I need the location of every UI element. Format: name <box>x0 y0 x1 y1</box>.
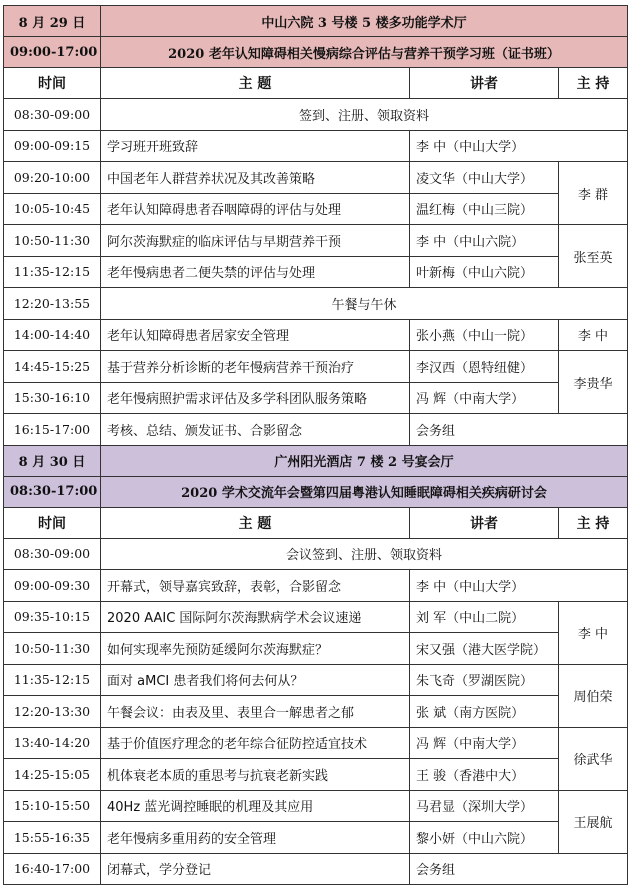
session-topic: 老年认知障碍患者吞咽障碍的评估与处理 <box>101 193 410 225</box>
session-host: 李 中 <box>559 319 628 351</box>
header-speaker: 讲者 <box>410 68 559 99</box>
table-row <box>4 822 628 854</box>
session-speaker: 李 中（中山大学） <box>410 570 628 602</box>
session-time: 09:00-09:15 <box>4 130 101 162</box>
session-topic: 机体衰老本质的重思考与抗衰老新实践 <box>101 759 410 791</box>
day1-header-row <box>4 68 628 99</box>
session-speaker: 会务组 <box>410 414 628 446</box>
table-row <box>4 790 628 822</box>
session-note: 会议签到、注册、领取资料 <box>101 538 628 570</box>
session-speaker: 宋又强（港大医学院） <box>410 633 559 665</box>
session-speaker: 会务组 <box>410 853 628 885</box>
table-row <box>4 256 628 288</box>
day2-header-row <box>4 507 628 538</box>
session-topic: 考核、总结、颁发证书、合影留念 <box>101 414 410 446</box>
session-topic: 面对 aMCI 患者我们将何去何从？ <box>101 664 410 696</box>
session-time: 10:50-11:30 <box>4 225 101 257</box>
table-row <box>4 727 628 759</box>
day1-title: 2020 老年认知障碍相关慢病综合评估与营养干预学习班（证书班） <box>101 37 628 68</box>
session-speaker: 朱飞奇（罗湖医院） <box>410 664 559 696</box>
table-row <box>4 382 628 414</box>
table-row <box>4 601 628 633</box>
day2-date: 8 月 30 日 <box>4 445 101 476</box>
day2-date-row <box>4 445 628 476</box>
session-topic: 老年慢病照护需求评估及多学科团队服务策略 <box>101 382 410 414</box>
session-time: 14:25-15:05 <box>4 759 101 791</box>
session-time: 14:45-15:25 <box>4 351 101 383</box>
day1-venue: 中山六院 3 号楼 5 楼多功能学术厅 <box>101 6 628 37</box>
session-speaker: 张小燕（中山一院） <box>410 319 559 351</box>
session-host: 徐武华 <box>559 727 628 790</box>
header-host: 主 持 <box>559 507 628 538</box>
session-speaker: 李 中（中山六院） <box>410 225 559 257</box>
day1-hours: 09:00-17:00 <box>4 37 101 68</box>
session-time: 15:10-15:50 <box>4 790 101 822</box>
day2-title-row <box>4 476 628 507</box>
session-topic: 2020 AAIC 国际阿尔茨海默病学术会议速递 <box>101 601 410 633</box>
session-speaker: 张 斌（南方医院） <box>410 696 559 728</box>
day1-date-row <box>4 6 628 37</box>
session-time: 11:35-12:15 <box>4 664 101 696</box>
session-topic: 闭幕式，学分登记 <box>101 853 410 885</box>
session-host: 李 中 <box>559 601 628 664</box>
session-time: 09:00-09:30 <box>4 570 101 602</box>
table-row <box>4 99 628 131</box>
session-time: 14:00-14:40 <box>4 319 101 351</box>
table-row <box>4 538 628 570</box>
session-note: 午餐与午休 <box>101 288 628 320</box>
session-speaker: 刘 军（中山二院） <box>410 601 559 633</box>
table-row <box>4 664 628 696</box>
table-row <box>4 319 628 351</box>
session-time: 11:35-12:15 <box>4 256 101 288</box>
session-topic: 基于价值医疗理念的老年综合征防控适宜技术 <box>101 727 410 759</box>
session-speaker: 李汉西（恩特纽健） <box>410 351 559 383</box>
session-time: 15:55-16:35 <box>4 822 101 854</box>
day2-hours: 08:30-17:00 <box>4 476 101 507</box>
session-topic: 学习班开班致辞 <box>101 130 410 162</box>
table-row <box>4 759 628 791</box>
session-host: 李贵华 <box>559 351 628 414</box>
session-time: 15:30-16:10 <box>4 382 101 414</box>
header-host: 主 持 <box>559 68 628 99</box>
session-time: 08:30-09:00 <box>4 538 101 570</box>
day1-title-row <box>4 37 628 68</box>
session-topic: 阿尔茨海默症的临床评估与早期营养干预 <box>101 225 410 257</box>
session-speaker: 冯 辉（中南大学） <box>410 382 559 414</box>
schedule-table <box>3 5 628 885</box>
session-topic: 如何实现率先预防延缓阿尔茨海默症？ <box>101 633 410 665</box>
day2-title: 2020 学术交流年会暨第四届粤港认知睡眠障碍相关疾病研讨会 <box>101 476 628 507</box>
session-speaker: 凌文华（中山大学） <box>410 162 559 194</box>
session-topic: 老年认知障碍患者居家安全管理 <box>101 319 410 351</box>
session-time: 10:50-11:30 <box>4 633 101 665</box>
session-topic: 老年慢病患者二便失禁的评估与处理 <box>101 256 410 288</box>
session-host: 周伯荣 <box>559 664 628 727</box>
session-time: 10:05-10:45 <box>4 193 101 225</box>
session-topic: 老年慢病多重用药的安全管理 <box>101 822 410 854</box>
table-row <box>4 288 628 320</box>
session-time: 08:30-09:00 <box>4 99 101 131</box>
session-speaker: 温红梅（中山三院） <box>410 193 559 225</box>
session-host: 李 群 <box>559 162 628 225</box>
table-row <box>4 225 628 257</box>
session-speaker: 李 中（中山大学） <box>410 130 628 162</box>
session-speaker: 马君显（深圳大学） <box>410 790 559 822</box>
session-note: 签到、注册、领取资料 <box>101 99 628 131</box>
table-row <box>4 633 628 665</box>
header-time: 时间 <box>4 507 101 538</box>
table-row <box>4 414 628 446</box>
session-time: 16:40-17:00 <box>4 853 101 885</box>
session-speaker: 叶新梅（中山六院） <box>410 256 559 288</box>
session-topic: 午餐会议：由表及里、表里合一解患者之郁 <box>101 696 410 728</box>
table-row <box>4 853 628 885</box>
session-time: 16:15-17:00 <box>4 414 101 446</box>
session-topic: 基于营养分析诊断的老年慢病营养干预治疗 <box>101 351 410 383</box>
table-row <box>4 162 628 194</box>
day1-date: 8 月 29 日 <box>4 6 101 37</box>
session-time: 13:40-14:20 <box>4 727 101 759</box>
session-time: 09:20-10:00 <box>4 162 101 194</box>
session-topic: 40Hz 蓝光调控睡眠的机理及其应用 <box>101 790 410 822</box>
session-time: 12:20-13:55 <box>4 288 101 320</box>
day2-venue: 广州阳光酒店 7 楼 2 号宴会厅 <box>101 445 628 476</box>
session-topic: 中国老年人群营养状况及其改善策略 <box>101 162 410 194</box>
session-host: 王展航 <box>559 790 628 853</box>
table-row <box>4 696 628 728</box>
header-topic: 主 题 <box>101 68 410 99</box>
session-topic: 开幕式，领导嘉宾致辞，表彰，合影留念 <box>101 570 410 602</box>
table-row <box>4 193 628 225</box>
table-row <box>4 570 628 602</box>
table-row <box>4 351 628 383</box>
header-speaker: 讲者 <box>410 507 559 538</box>
header-time: 时间 <box>4 68 101 99</box>
session-speaker: 王 骏（香港中大） <box>410 759 559 791</box>
session-time: 09:35-10:15 <box>4 601 101 633</box>
session-host: 张至英 <box>559 225 628 288</box>
header-topic: 主 题 <box>101 507 410 538</box>
session-time: 12:20-13:30 <box>4 696 101 728</box>
table-row <box>4 130 628 162</box>
session-speaker: 黎小妍（中山六院） <box>410 822 559 854</box>
session-speaker: 冯 辉（中南大学） <box>410 727 559 759</box>
